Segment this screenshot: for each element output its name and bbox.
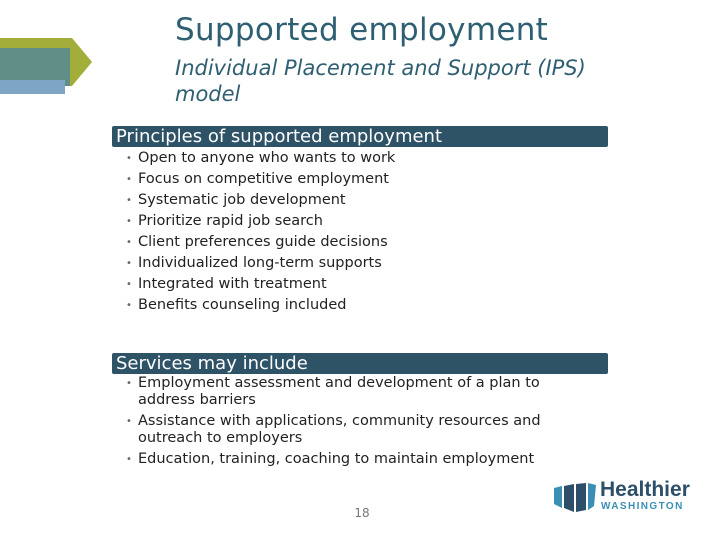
bullet-icon: • — [126, 153, 132, 164]
bullet-icon: • — [126, 258, 132, 269]
list-item: • Focus on competitive employment — [126, 169, 395, 190]
slide-subtitle: Individual Placement and Support (IPS) model — [175, 56, 586, 106]
bullet-icon: • — [126, 454, 132, 465]
list-item: • Benefits counseling included — [126, 295, 395, 316]
bullet-icon: • — [126, 216, 132, 227]
list-item: • Employment assessment and development of a plan to address barriers — [126, 375, 540, 408]
section-heading-services: Services may include — [112, 353, 608, 374]
list-item: • Open to anyone who wants to work — [126, 148, 395, 169]
list-item: • Client preferences guide decisions — [126, 232, 395, 253]
logo-subtext: WASHINGTON — [601, 501, 684, 512]
corner-decoration — [0, 0, 100, 100]
bullet-icon: • — [126, 300, 132, 311]
list-item: • Prioritize rapid job search — [126, 211, 395, 232]
page-number: 18 — [354, 506, 370, 520]
list-item: • Assistance with applications, community resources and outreach to employers — [126, 413, 541, 446]
list-item: • Systematic job development — [126, 190, 395, 211]
bullet-icon: • — [126, 279, 132, 290]
bullet-icon: • — [126, 237, 132, 248]
list-item: • Individualized long-term supports — [126, 253, 395, 274]
section-heading-principles: Principles of supported employment — [112, 126, 608, 147]
list-item: • Integrated with treatment — [126, 274, 395, 295]
slide-title: Supported employment — [175, 12, 549, 48]
bullet-icon: • — [126, 174, 132, 185]
bullet-icon: • — [126, 378, 132, 389]
bullet-icon: • — [126, 416, 132, 427]
bullet-icon: • — [126, 195, 132, 206]
principles-list — [126, 148, 395, 316]
logo-wordmark: Healthier — [600, 478, 690, 501]
services-list — [126, 375, 596, 472]
list-item: • Education, training, coaching to maintain employment — [126, 451, 535, 467]
